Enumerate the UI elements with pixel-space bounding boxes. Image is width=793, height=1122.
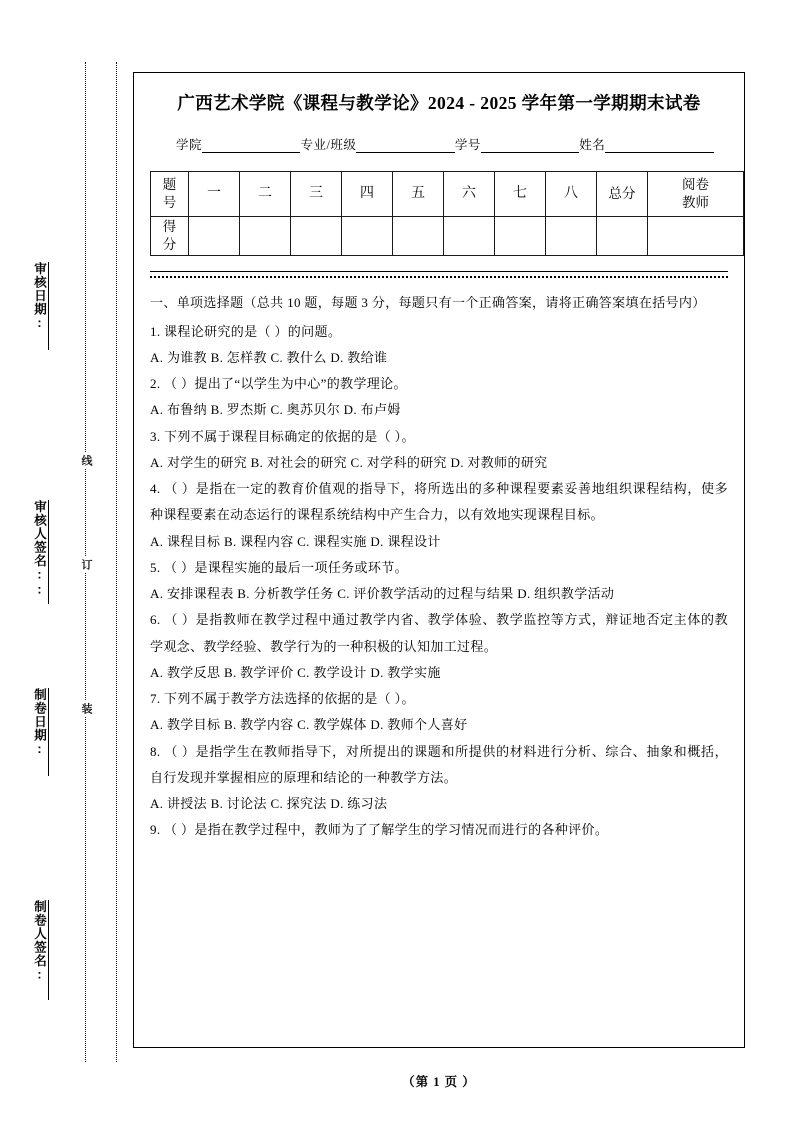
score-table-row-label-question-char2: 号 [162, 195, 177, 211]
score-table-row-label-question-char1: 题 [162, 177, 177, 193]
paper-maker-signature-rule [48, 900, 49, 1000]
question-stem-2: 2. （ ）提出了“以学生为中心”的教学理论。 [150, 376, 407, 392]
score-table-row-label-score-char1: 得 [162, 219, 177, 235]
question-stem-7: 7. 下列不属于教学方法选择的依据的是（ ）。 [150, 691, 415, 707]
question-stem-4: 4. （ ）是指在一定的教育价值观的指导下，将所选出的多种课程要素妥善地组织课程结构，使多种课程要素在动态运行的课程系统结构中产生合力，以有效地实现课程目标。 [150, 481, 728, 523]
identity-label-college: 学院 [176, 138, 203, 153]
score-table-col-4: 四 [342, 172, 393, 217]
reviewer-signature-block [33, 500, 49, 604]
question-stem-6: 6. （ ）是指教师在教学过程中通过教学内省、教学体验、教学监控等方式，辩证地否定主体的教学观念、教学经验、教学行为的一种积极的认知加工过程。 [150, 612, 728, 654]
reviewer-signature-label: 审核人签名:: [32, 500, 47, 598]
question-options-7: A. 教学目标 B. 教学内容 C. 教学媒体 D. 教师个人喜好 [150, 717, 468, 733]
identity-label-name: 姓名 [579, 138, 606, 153]
score-cell-marker[interactable] [648, 217, 744, 256]
question-options-2: A. 布鲁纳 B. 罗杰斯 C. 奥苏贝尔 D. 布卢姆 [150, 402, 401, 418]
score-table-col-3: 三 [291, 172, 342, 217]
identity-label-student-id: 学号 [454, 138, 481, 153]
page-footer: （第 1 页 ） [402, 1075, 476, 1089]
question-options-5: A. 安排课程表 B. 分析教学任务 C. 评价教学活动的过程与结果 D. 组织教学活动 [150, 586, 615, 602]
exam-title: 广西艺术学院《课程与教学论》2024 - 2025 学年第一学期期末试卷 [177, 93, 701, 113]
score-table-col-total: 总分 [597, 172, 648, 217]
binding-char-line: 线 [78, 452, 94, 469]
binding-char-assemble: 装 [78, 700, 94, 717]
question-options-3: A. 对学生的研究 B. 对社会的研究 C. 对学科的研究 D. 对教师的研究 [150, 454, 548, 470]
score-cell-4[interactable] [342, 217, 393, 256]
review-date-block [33, 262, 49, 350]
score-table-col-2: 二 [240, 172, 291, 217]
question-options-1: A. 为谁教 B. 怎样教 C. 教什么 D. 教给谁 [150, 349, 388, 365]
question-options-6: A. 教学反思 B. 教学评价 C. 教学设计 D. 教学实施 [150, 664, 441, 680]
score-cell-8[interactable] [546, 217, 597, 256]
score-table-col-7: 七 [495, 172, 546, 217]
score-table-col-5: 五 [393, 172, 444, 217]
score-cell-total[interactable] [597, 217, 648, 256]
question-stem-1: 1. 课程论研究的是（ ）的问题。 [150, 323, 342, 339]
identity-input-name[interactable] [605, 139, 714, 153]
score-cell-7[interactable] [495, 217, 546, 256]
identity-fields-row [150, 135, 728, 153]
score-cell-6[interactable] [444, 217, 495, 256]
score-cell-2[interactable] [240, 217, 291, 256]
score-table-col-marker [648, 172, 744, 217]
identity-input-college[interactable] [202, 139, 300, 153]
score-table-row-label-score [151, 217, 189, 256]
review-date-rule [48, 262, 49, 350]
section-heading-1: 一、单项选择题（总共 10 题，每题 3 分，每题只有一个正确答案，请将正确答案填在括号内） [150, 295, 706, 311]
question-options-4: A. 课程目标 B. 课程内容 C. 课程实施 D. 课程设计 [150, 533, 441, 549]
score-table-col-8: 八 [546, 172, 597, 217]
identity-input-student-id[interactable] [481, 139, 579, 153]
paper-making-date-label: 制卷日期: [32, 688, 47, 757]
binding-char-bind: 订 [78, 556, 94, 573]
score-table-col-6: 六 [444, 172, 495, 217]
score-table-col-marker-line1: 阅卷 [682, 177, 709, 193]
identity-field-major-class [300, 135, 454, 153]
paper-frame [133, 72, 745, 1048]
review-date-label: 审核日期: [32, 262, 47, 331]
identity-field-name [579, 135, 714, 153]
binding-margin [0, 0, 133, 1122]
paper-making-date-block [33, 688, 49, 776]
paper-maker-signature-label: 制卷人签名: [32, 900, 47, 983]
question-options-8: A. 讲授法 B. 讨论法 C. 探究法 D. 练习法 [150, 796, 388, 812]
score-table [150, 171, 744, 256]
score-table-row-label-score-char2: 分 [162, 237, 177, 253]
question-stem-5: 5. （ ）是课程实施的最后一项任务或环节。 [150, 559, 408, 575]
score-table-col-1: 一 [189, 172, 240, 217]
identity-field-student-id [455, 135, 579, 153]
score-cell-3[interactable] [291, 217, 342, 256]
separator-solid-rule [150, 271, 728, 272]
identity-field-college [176, 135, 300, 153]
score-cell-1[interactable] [189, 217, 240, 256]
exam-body [150, 290, 728, 843]
identity-input-major-class[interactable] [356, 139, 454, 153]
reviewer-signature-rule [48, 500, 49, 604]
binding-dotted-line-inner [116, 62, 117, 1062]
paper-making-date-rule [48, 688, 49, 776]
score-table-header-row [151, 172, 744, 217]
score-table-row-label-question [151, 172, 189, 217]
score-table-score-row [151, 217, 744, 256]
separator-dotted-rule [150, 276, 728, 278]
score-table-col-marker-line2: 教师 [682, 195, 709, 211]
question-stem-9: 9. （ ）是指在教学过程中，教师为了了解学生的学习情况而进行的各种评价。 [150, 822, 609, 838]
paper-maker-signature-block [33, 900, 49, 1000]
question-stem-3: 3. 下列不属于课程目标确定的依据的是（ ）。 [150, 428, 415, 444]
score-cell-5[interactable] [393, 217, 444, 256]
question-stem-8: 8. （ ）是指学生在教师指导下，对所提出的课题和所提供的材料进行分析、综合、抽象和概括，自行发现并掌握相应的原理和结论的一种教学方法。 [150, 743, 728, 785]
identity-label-major-class: 专业/班级 [300, 138, 357, 153]
